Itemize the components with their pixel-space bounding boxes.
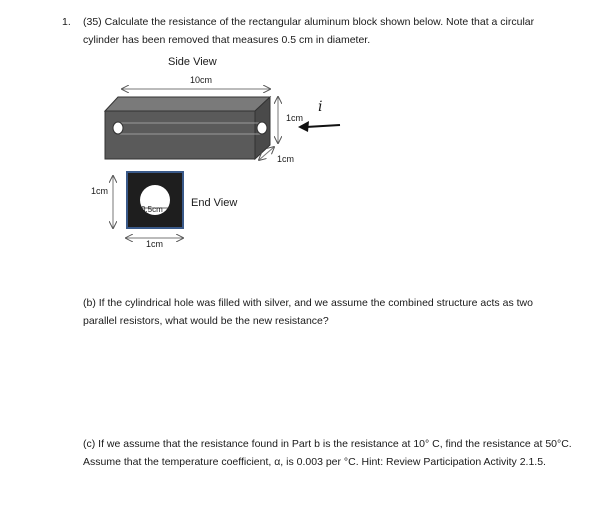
end-view-label: End View bbox=[191, 197, 238, 209]
part-c-line2: Assume that the temperature coefficient, α, is 0.003 per °C. Hint: Review Participation Activity 2.1.5. bbox=[83, 456, 546, 468]
part-c-line1: (c) If we assume that the resistance found in Part b is the resistance at 10° C, find the resistance at 50°C. bbox=[83, 438, 572, 450]
hole-left-end bbox=[113, 122, 123, 134]
block-front-face bbox=[105, 111, 255, 159]
question-number: 1. bbox=[62, 16, 71, 28]
question-intro-line1: (35) Calculate the resistance of the rectangular aluminum block shown below. Note that a circular bbox=[83, 16, 535, 28]
block-top-face bbox=[105, 97, 270, 111]
side-view-label: Side View bbox=[168, 56, 217, 68]
depth-label: 1cm bbox=[277, 154, 295, 164]
length-label: 10cm bbox=[190, 75, 213, 85]
current-arrow-shaft bbox=[306, 125, 340, 127]
hole-diameter-label: 0.5cm bbox=[141, 205, 163, 214]
end-height-label: 1cm bbox=[91, 186, 109, 196]
end-width-label: 1cm bbox=[146, 239, 164, 249]
current-symbol: i bbox=[318, 99, 323, 115]
height-label: 1cm bbox=[286, 113, 304, 123]
question-intro-line2: cylinder has been removed that measures 0.5 cm in diameter. bbox=[83, 34, 371, 46]
part-b-line2: parallel resistors, what would be the new resistance? bbox=[83, 315, 329, 327]
hole-right-end bbox=[257, 122, 267, 134]
part-b-line1: (b) If the cylindrical hole was filled with silver, and we assume the combined structure acts as two bbox=[83, 297, 533, 309]
